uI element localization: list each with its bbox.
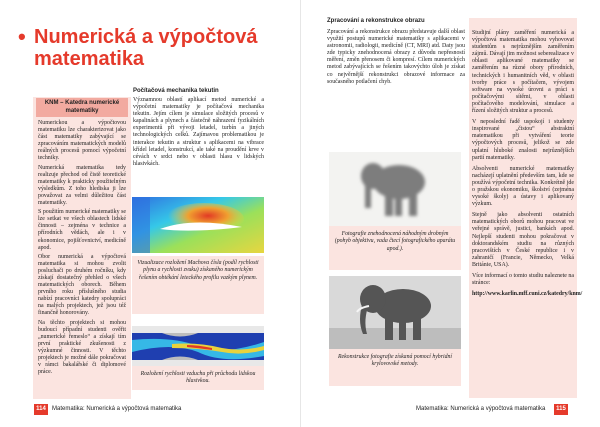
photo-caption: Fotografie znehodnocená náhodným drobným (pohyb objektivu, vada čtecí fotografického aparátu apod.). <box>329 226 461 270</box>
sidebar-paragraph: Obor numerická a výpočtová matematika si mohou zvolit posluchači po druhém ročníku, kdy získají dostatečný přehled o všech matematických oborech. Během prvního roku příslušného studia nabízí pracovníci katedry spolupráci na malých projektech, jež jsou též finančně honorovány. <box>38 253 126 317</box>
page-title <box>18 26 268 70</box>
sidebar-paragraph: Numerickou a výpočtovou matematiku lze charakterizovat jako část matematiky zabývající se zpracováním matematických modelů reálných procesů pomocí výpočetní techniky. <box>38 120 126 162</box>
footer-text-left: Matematika: Numerická a výpočtová matematika <box>52 406 182 412</box>
photo-caption: Rekonstrukce fotografie získaná pomocí hybridní krylovovské metody. <box>329 349 461 386</box>
sidebar-paragraph: S použitím numerické matematiky se lze setkat ve všech oblastech lidské činnosti – zejména v technice a přírodních vědách, ale i v ekonomice, pojišťovnictví, medicíně apod. <box>38 209 126 251</box>
sidebar-text <box>38 120 126 378</box>
sidebar-paragraph: Studijní plány zaměření numerická a výpočtová matematika mohou vyhovovat studentům s nejrůznějším zaměřením zájmů. Dávají jim možnost seberealizace v oblasti aplikované matematiky se zaměřením na různé obory přírodních, technických i humanitních věd, v oblasti tvorby práce s počítačem, vývojem software na vysoké úrovni a práci s počítačovými sítěmi, v oblasti počítačového modelování, simulace a řízení složitých struktur a procesů. <box>472 30 574 115</box>
figure-caption: Vizualizace rozložení Machova čísla (podíl rychlosti plynu a rychlosti zvuku) získaného numerickým řešením obtékání leteckého profilu vazkým plynem. <box>132 256 264 314</box>
section-heading-image: Zpracování a rekonstrukce obrazu <box>327 18 425 24</box>
section-heading-fluid: Počítačová mechanika tekutin <box>133 88 219 94</box>
vocal-fold-airflow-visualization <box>132 326 264 367</box>
sidebar-paragraph: V neposlední řadě uspokojí i studenty inspirované „čistou“ abstraktní matematikou při vytváření teorie výpočtových procesů, jelikož se zde uplatní hluboké znalosti nejrůznějších partií matematiky. <box>472 119 574 161</box>
info-link[interactable]: http://www.karlin.mff.cuni.cz/katedry/knm/ <box>472 291 583 298</box>
elephant-photo-blurred <box>329 152 461 226</box>
page-title-text: Numerická a výpočtová matematika <box>34 26 258 70</box>
sidebar-paragraph: Více informací o tomto studiu naleznete na stránce: <box>472 273 574 287</box>
title-bullet: • <box>18 24 26 49</box>
footer-text-right: Matematika: Numerická a výpočtová matematika <box>416 406 546 412</box>
spread-divider <box>300 0 301 427</box>
sidebar-paragraph: Absolventi numerické matematiky nacházejí uplatnění především tam, kde se používá výpočetní technika. Konkrétně jde o pražskou ekonomiku, školství (zejména vysoké školy) a ústavy i aplikovaný výzkum. <box>472 165 574 208</box>
section-text-image: Zpracování a rekonstrukce obrazu představuje další oblast využití postupů numerické matematiky s aplikacemi v astronomii, radiologii, medicíně (CT, MRI) atd. Daty jsou zde typicky znehodnocená obrazy z důvodu nepřesností měření, změn přenosem či kompresí. Cílem numerických metod zabývajících se řešením takovýchto úloh je získat co nejvěrnější rekonstrukci obrazové informace za současného potlačení chyb. <box>327 29 465 85</box>
right-sidebar-text <box>472 30 583 302</box>
elephant-photo-reconstructed <box>329 276 461 349</box>
page-number-left: 114 <box>34 404 48 415</box>
section-text-fluid: Významnou oblastí aplikací metod numerické a výpočetní matematiky je počítačová mechanika tekutin. Jejím cílem je simulace složitých procesů v kapalinách a plynech a částečně náhrazení fyzikálních experimentů při vývoji letadel, turbín a jiných technologických celků. Zajímavou problematikou je interakce tekutin a struktur s aplikacemi na vibrace křídel letadel, konstrukcí, ale také na proudění krve v cévách v srdci nebo v oblasti hlasu v lidských hlasivkách. <box>133 97 264 167</box>
sidebar-paragraph: Numerická matematika tedy realizuje přechod od čistě teoretické matematiky k prakticky použitelným výsledkům. Z toho hlediska ji lze považovat za velmi důležitou část matematiky. <box>38 164 126 207</box>
figure-caption: Rozložení rychlosti vzduchu při průchodu lidskou hlasivkou. <box>132 366 264 390</box>
sidebar-paragraph: Na těchto projektech si mohou budoucí případní studenti ověřit „numerické řemeslo“ a získají tím první praktické zkušenosti z výzkumné činnosti. V těchto projektech je možné dále pokračovat v rámci bakalářské či diplomové práce. <box>38 319 126 376</box>
page-number-right: 115 <box>554 404 568 415</box>
mach-number-visualization <box>132 197 264 253</box>
sidebar-heading: KNM – Katedra numerické matematiky <box>36 98 128 117</box>
sidebar-paragraph: Stejně jako absolventi ostatních matematických oborů mohou pracovat ve veřejné správě, justici, bankách apod. Nejlepší studenti mohou pokračovat v doktorandském studiu na různých pracovištích v České republice i v zahraničí (Francie, Německo, Velká Británie, USA). <box>472 212 574 268</box>
